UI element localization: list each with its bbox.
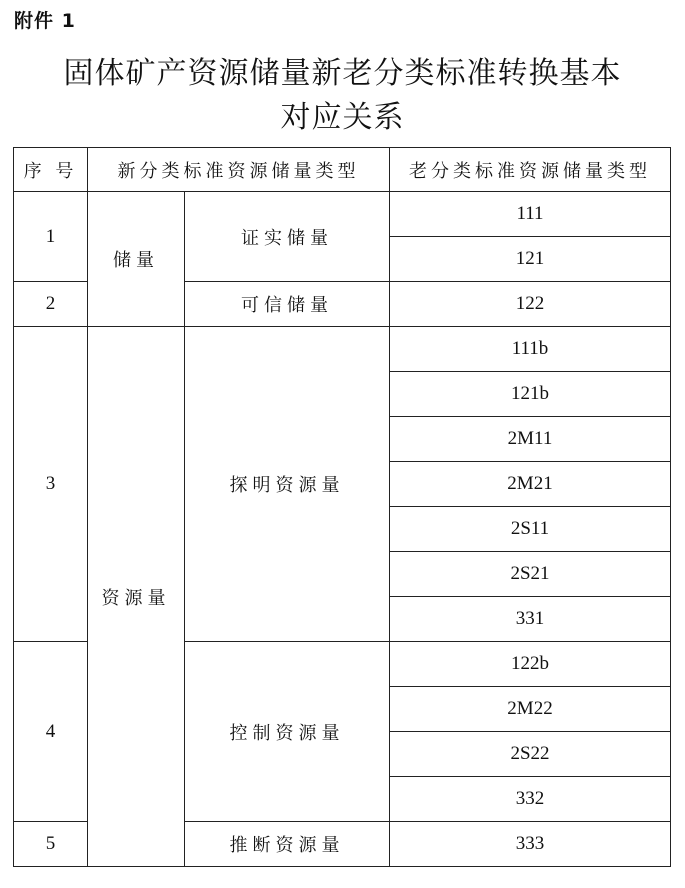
old-code-cell: 122b — [390, 642, 671, 687]
title-line-2: 对应关系 — [280, 100, 405, 135]
document-title — [0, 52, 685, 140]
category-cell: 储量 — [88, 192, 185, 327]
old-code-cell: 121b — [390, 372, 671, 417]
header-row — [14, 148, 671, 192]
old-code-cell: 111b — [390, 327, 671, 372]
subtype-cell: 可信储量 — [185, 282, 390, 327]
row-index: 1 — [14, 192, 88, 282]
old-code-cell: 2M21 — [390, 462, 671, 507]
old-code-cell: 333 — [390, 822, 671, 867]
row-index: 2 — [14, 282, 88, 327]
old-code-cell: 2S11 — [390, 507, 671, 552]
subtype-cell: 控制资源量 — [185, 642, 390, 822]
old-code-cell: 332 — [390, 777, 671, 822]
old-code-cell: 121 — [390, 237, 671, 282]
old-code-cell: 331 — [390, 597, 671, 642]
header-old-type: 老分类标准资源储量类型 — [390, 148, 671, 192]
old-code-cell: 2S22 — [390, 732, 671, 777]
attachment-label: 附件 1 — [14, 10, 76, 32]
row-index: 4 — [14, 642, 88, 822]
header-new-type: 新分类标准资源储量类型 — [88, 148, 390, 192]
header-index: 序 号 — [14, 148, 88, 192]
old-code-cell: 111 — [390, 192, 671, 237]
table-row — [14, 192, 671, 237]
row-index: 5 — [14, 822, 88, 867]
table-row — [14, 327, 671, 372]
old-code-cell: 122 — [390, 282, 671, 327]
old-code-cell: 2M22 — [390, 687, 671, 732]
subtype-cell: 证实储量 — [185, 192, 390, 282]
old-code-cell: 2S21 — [390, 552, 671, 597]
old-code-cell: 2M11 — [390, 417, 671, 462]
classification-table — [13, 147, 671, 867]
title-line-1: 固体矿产资源储量新老分类标准转换基本 — [63, 56, 622, 91]
category-cell: 资源量 — [88, 327, 185, 867]
subtype-cell: 推断资源量 — [185, 822, 390, 867]
row-index: 3 — [14, 327, 88, 642]
subtype-cell: 探明资源量 — [185, 327, 390, 642]
